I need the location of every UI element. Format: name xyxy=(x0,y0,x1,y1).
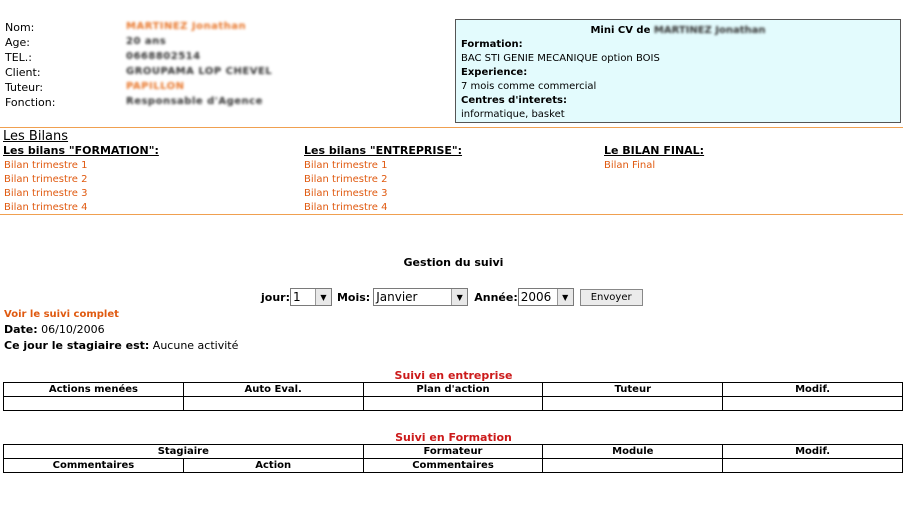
tel-value: 0668802514 xyxy=(126,51,201,62)
bilans-entreprise-heading: Les bilans "ENTREPRISE": xyxy=(304,144,463,157)
cv-centres-label: Centres d'interets: xyxy=(461,95,567,106)
age-label: Age: xyxy=(5,36,30,49)
jour-select-value: 1 xyxy=(292,290,301,304)
table-header-row xyxy=(4,445,903,459)
gestion-title: Gestion du suivi xyxy=(403,256,504,269)
date-filter-form xyxy=(261,287,643,307)
header-modif: Modif. xyxy=(723,445,903,459)
header-plan-action: Plan d'action xyxy=(363,383,543,397)
date-label: Date: xyxy=(4,323,38,336)
header-module: Module xyxy=(543,445,723,459)
cv-centres-value: informatique, basket xyxy=(461,109,565,120)
cv-formation-value: BAC STI GENIE MECANIQUE option BOIS xyxy=(461,53,660,64)
mini-cv-title-name: MARTINEZ Jonathan xyxy=(653,25,766,36)
activity-value: Aucune activité xyxy=(152,339,239,352)
bilan-formation-t4-link[interactable]: Bilan trimestre 4 xyxy=(4,202,88,213)
jour-select[interactable] xyxy=(290,288,332,306)
cv-experience-label: Experience: xyxy=(461,67,528,78)
bilan-entreprise-t1-link[interactable]: Bilan trimestre 1 xyxy=(304,160,388,171)
table-cell xyxy=(4,397,184,411)
cv-formation-label: Formation: xyxy=(461,39,523,50)
bilan-formation-t3-link[interactable]: Bilan trimestre 3 xyxy=(4,188,88,199)
mini-cv-title-prefix: Mini CV de xyxy=(590,25,651,36)
divider-top xyxy=(0,127,903,128)
client-value: GROUPAMA LOP CHEVEL xyxy=(126,66,273,77)
suivi-entreprise-title: Suivi en entreprise xyxy=(394,369,513,382)
tel-label: TEL.: xyxy=(5,51,33,64)
mini-cv-title xyxy=(456,25,900,36)
envoyer-button[interactable]: Envoyer xyxy=(580,289,643,306)
mini-cv-box xyxy=(455,19,901,123)
table-cell xyxy=(363,397,543,411)
header-tuteur: Tuteur xyxy=(543,383,723,397)
subheader-module xyxy=(543,459,723,473)
bilan-final-link[interactable]: Bilan Final xyxy=(604,160,656,171)
mois-select[interactable] xyxy=(373,288,468,306)
suivi-formation-table xyxy=(3,444,903,473)
cv-experience-value: 7 mois comme commercial xyxy=(461,81,597,92)
suivi-formation-title: Suivi en Formation xyxy=(395,431,512,444)
divider-bottom xyxy=(0,214,903,215)
table-subheader-row xyxy=(4,459,903,473)
mois-label: Mois: xyxy=(336,290,371,304)
date-line xyxy=(4,323,105,336)
client-label: Client: xyxy=(5,66,41,79)
header-formateur: Formateur xyxy=(363,445,543,459)
voir-suivi-complet-link[interactable]: Voir le suivi complet xyxy=(4,309,119,320)
subheader-stagiaire-action: Action xyxy=(183,459,363,473)
bilans-section-title: Les Bilans xyxy=(3,129,69,144)
suivi-entreprise-table xyxy=(3,382,903,411)
jour-label: jour: xyxy=(261,290,290,304)
date-value: 06/10/2006 xyxy=(41,323,105,336)
activity-label: Ce jour le stagiaire est: xyxy=(4,339,150,352)
tuteur-label: Tuteur: xyxy=(5,81,44,94)
annee-label: Année: xyxy=(474,290,518,304)
table-cell xyxy=(183,397,363,411)
header-stagiaire: Stagiaire xyxy=(4,445,364,459)
header-auto-eval: Auto Eval. xyxy=(183,383,363,397)
subheader-stagiaire-commentaires: Commentaires xyxy=(4,459,184,473)
header-modif: Modif. xyxy=(723,383,903,397)
table-cell xyxy=(723,397,903,411)
bilan-final-heading: Le BILAN FINAL: xyxy=(604,144,705,157)
bilan-formation-t1-link[interactable]: Bilan trimestre 1 xyxy=(4,160,88,171)
fonction-value: Responsable d'Agence xyxy=(126,96,263,107)
bilan-formation-t2-link[interactable]: Bilan trimestre 2 xyxy=(4,174,88,185)
table-header-row xyxy=(4,383,903,397)
activity-line xyxy=(4,339,238,352)
nom-value: MARTINEZ Jonathan xyxy=(126,21,247,32)
bilan-entreprise-t3-link[interactable]: Bilan trimestre 3 xyxy=(304,188,388,199)
bilans-formation-heading: Les bilans "FORMATION": xyxy=(3,144,159,157)
subheader-formateur-commentaires: Commentaires xyxy=(363,459,543,473)
table-row xyxy=(4,397,903,411)
chevron-down-icon: ▼ xyxy=(451,289,467,305)
fonction-label: Fonction: xyxy=(5,96,56,109)
bilan-entreprise-t4-link[interactable]: Bilan trimestre 4 xyxy=(304,202,388,213)
annee-select-value: 2006 xyxy=(520,290,552,304)
chevron-down-icon: ▼ xyxy=(557,289,573,305)
subheader-modif xyxy=(723,459,903,473)
chevron-down-icon: ▼ xyxy=(315,289,331,305)
annee-select[interactable] xyxy=(518,288,574,306)
age-value: 20 ans xyxy=(126,36,167,47)
bilan-entreprise-t2-link[interactable]: Bilan trimestre 2 xyxy=(304,174,388,185)
table-cell xyxy=(543,397,723,411)
tuteur-value: PAPILLON xyxy=(126,81,185,92)
nom-label: Nom: xyxy=(5,21,35,34)
mois-select-value: Janvier xyxy=(376,290,418,304)
header-actions-menees: Actions menées xyxy=(4,383,184,397)
